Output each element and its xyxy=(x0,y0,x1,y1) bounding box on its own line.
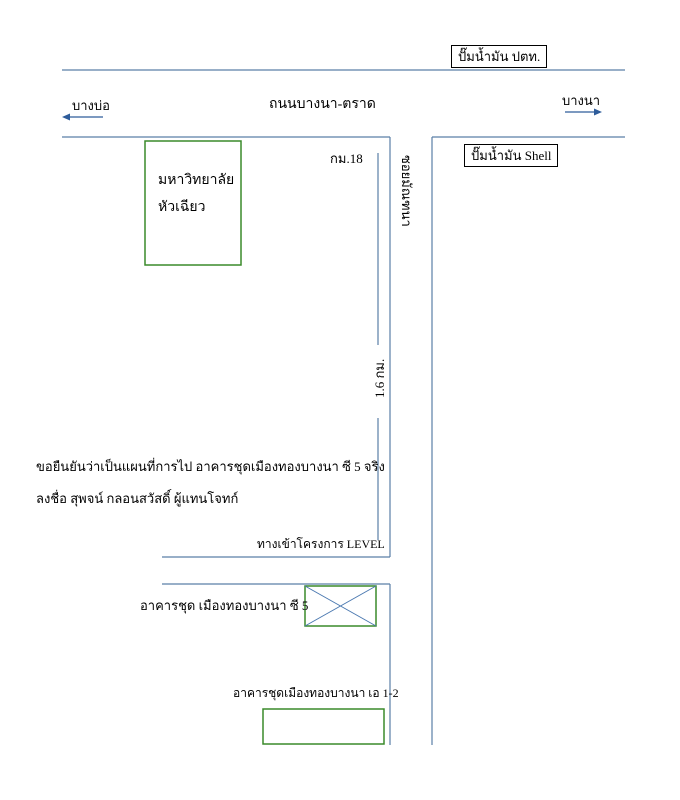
building-c5-label: อาคารชุด เมืองทองบางนา ซี 5 xyxy=(140,598,309,613)
distance-label: 1.6 กม. xyxy=(372,358,387,398)
certification-line1: ขอยืนยันว่าเป็นแผนที่การไป อาคารชุดเมืองทองบางนา ซี 5 จริง xyxy=(36,459,385,474)
certification-line2: ลงชื่อ สุพจน์ กลอนสวัสดิ์ ผู้แทนโจทก์ xyxy=(36,491,239,506)
level-entrance-label: ทางเข้าโครงการ LEVEL xyxy=(257,537,385,551)
building-c5-marker xyxy=(305,586,376,626)
km-marker-label: กม.18 xyxy=(330,151,363,166)
ptt-gas-station-text: ปั๊มน้ำมัน ปตท. xyxy=(458,49,541,64)
arrow-west-icon xyxy=(62,114,103,121)
building-a12-marker xyxy=(263,709,384,744)
building-a12-label: อาคารชุดเมืองทองบางนา เอ 1-2 xyxy=(233,686,399,700)
side-street-label: ซอยมัณฑนา xyxy=(399,155,414,227)
west-direction-label: บางบ่อ xyxy=(72,98,110,113)
ptt-gas-station-label xyxy=(451,45,547,68)
east-direction-label: บางนา xyxy=(562,93,601,108)
university-label-line2: หัวเฉียว xyxy=(158,200,206,215)
university-label-line1: มหาวิทยาลัย xyxy=(158,173,235,188)
shell-gas-station-label xyxy=(464,144,558,167)
shell-gas-station-text: ปั๊มน้ำมัน Shell xyxy=(471,148,552,163)
main-road-label: ถนนบางนา-ตราด xyxy=(269,97,376,112)
arrow-east-icon xyxy=(565,109,602,116)
